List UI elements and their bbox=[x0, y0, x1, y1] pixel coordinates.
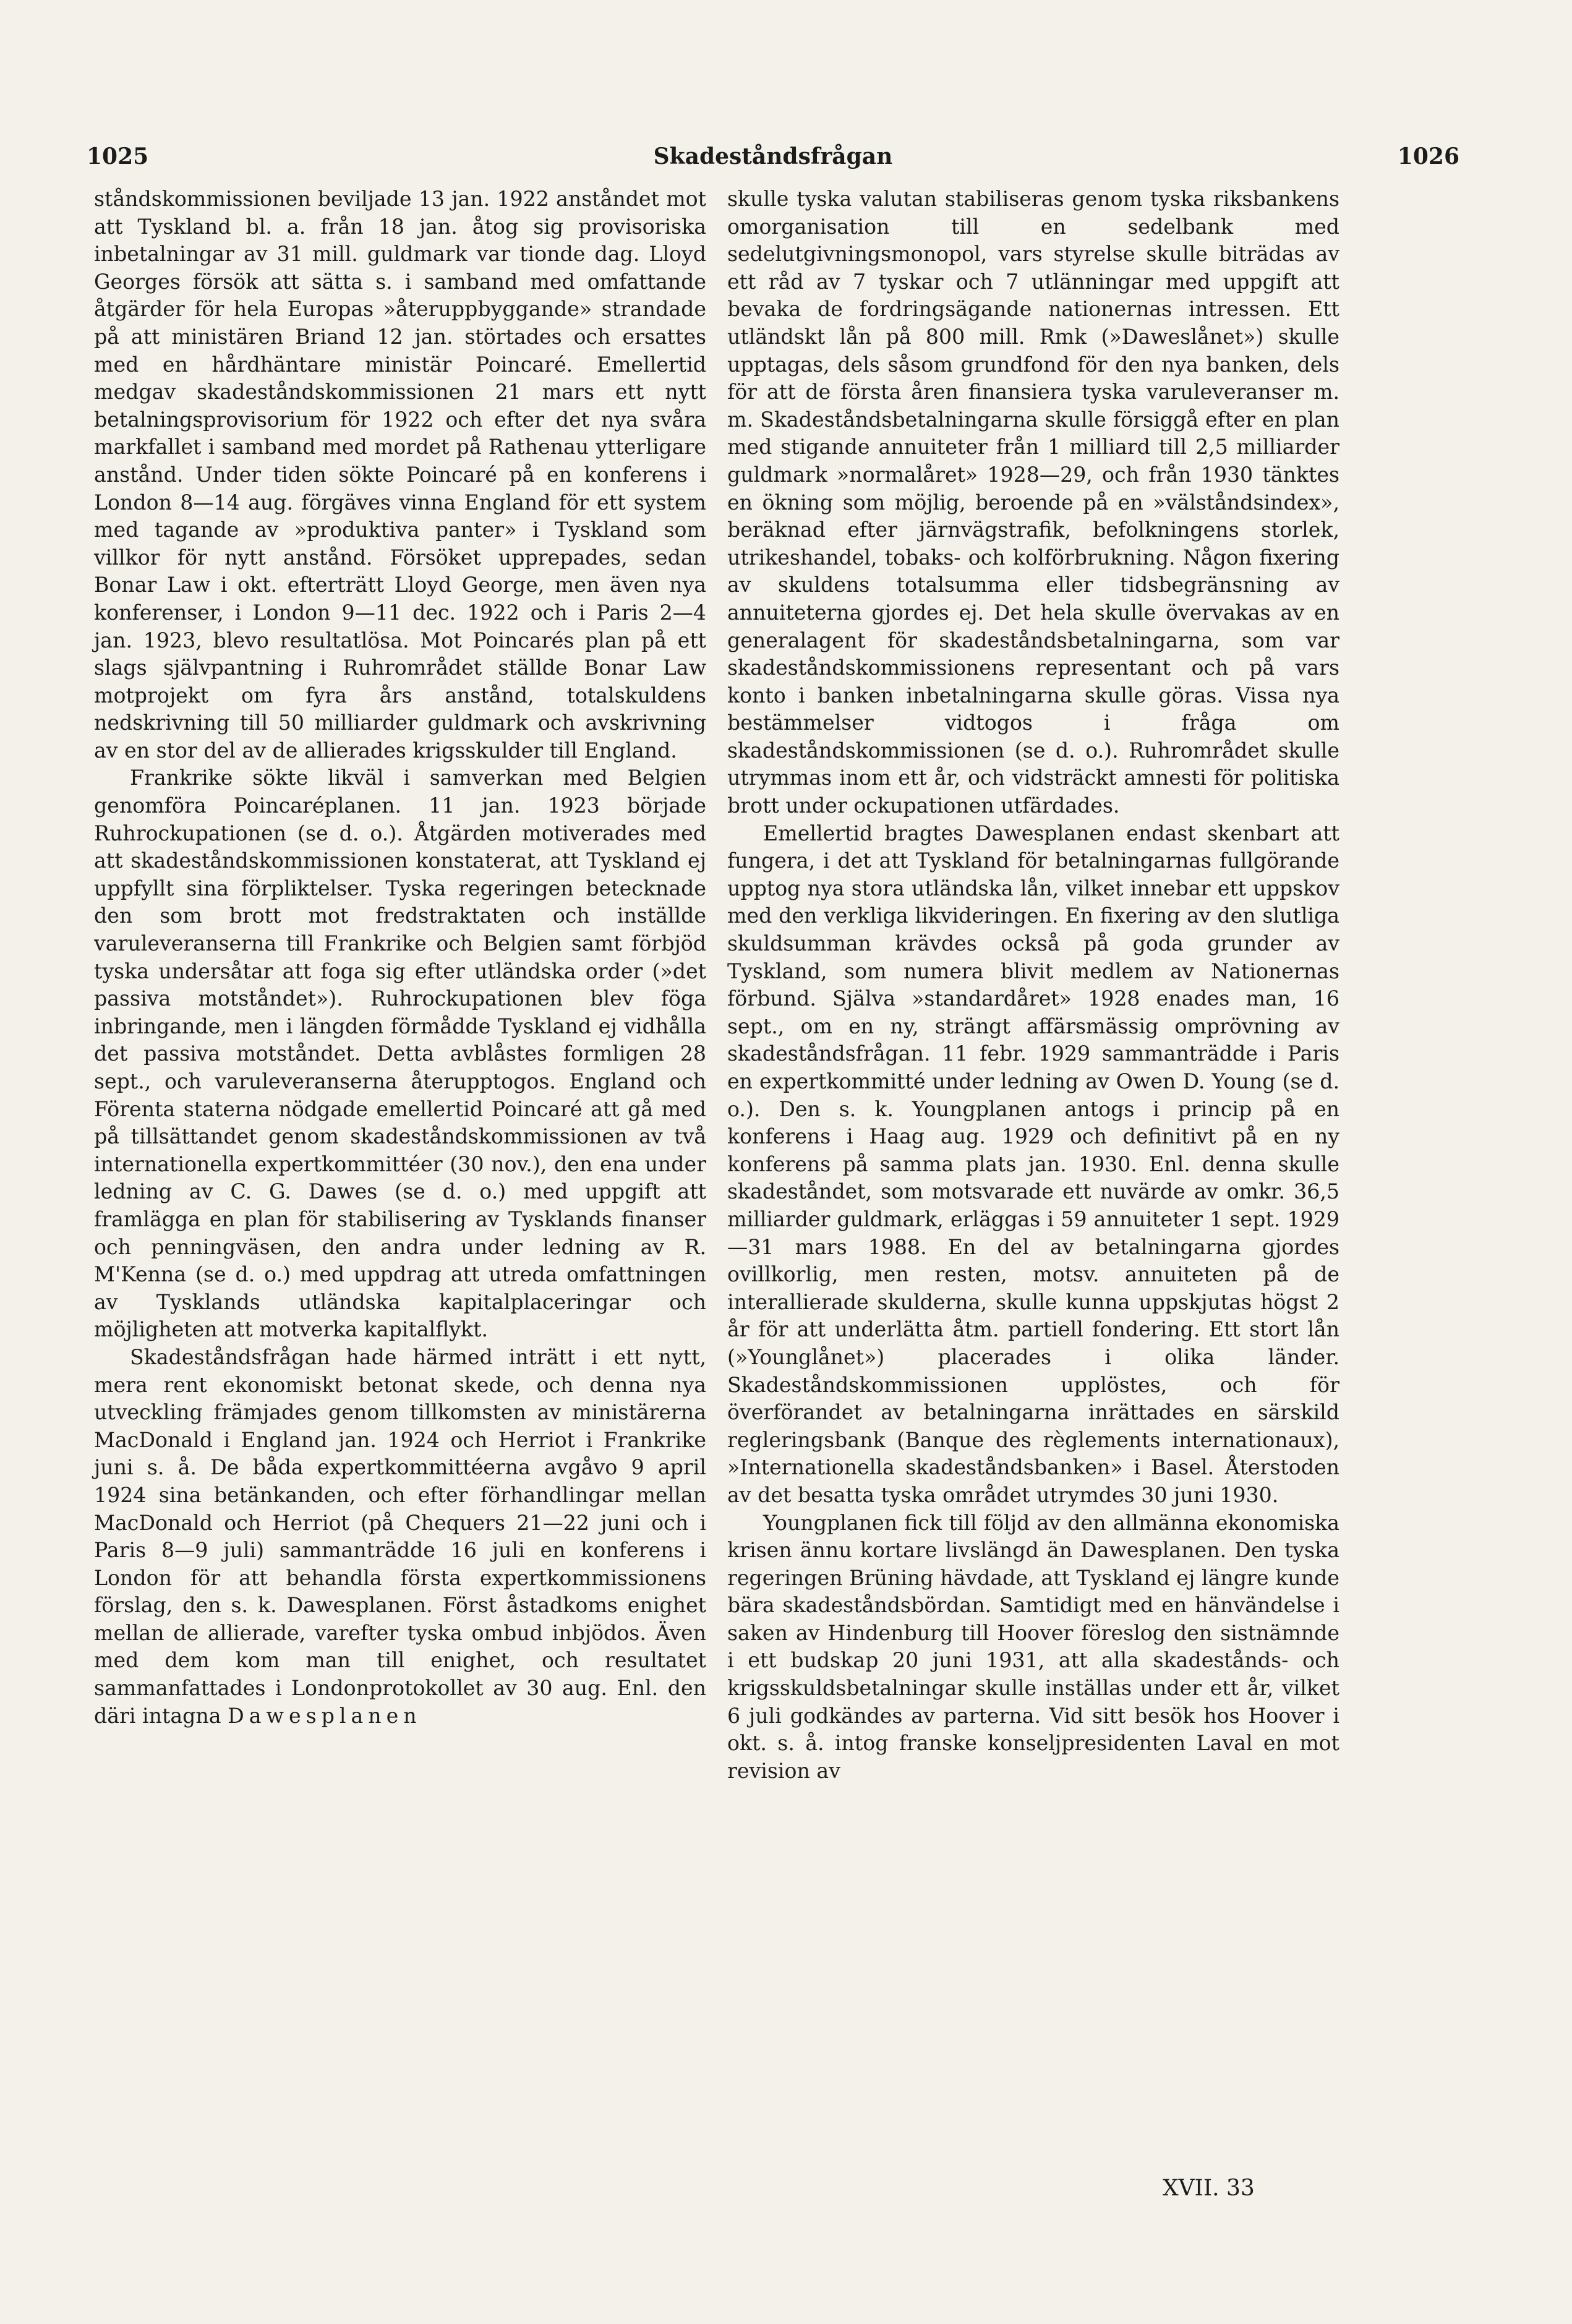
right-column bbox=[727, 186, 1339, 2226]
paragraph bbox=[94, 1344, 706, 1730]
paragraph: skulle tyska valutan stabiliseras genom tyska riksbankens omorganisation till en sedelbank med sedelutgivningsmonopol, vars styrelse skulle biträdas av ett råd av 7 tyskar och 7 utlänningar med uppgift att bevaka de fordringsägande nationernas intressen. Ett utländskt lån på 800 mill. Rmk (»Daweslånet») skulle upptagas, dels såsom grundfond för den nya banken, dels för att de första åren finansiera tyska varuleveranser m. m. Skadeståndsbetalningarna skulle försiggå efter en plan med stigande annuiteter från 1 milliard till 2,5 milliarder guldmark »normalåret» 1928—29, och från 1930 tänktes en ökning som möjlig, beroende på en »välståndsindex», beräknad efter järnvägstrafik, befolkningens storlek, utrikeshandel, tobaks- och kolförbrukning. Någon fixering av skuldens totalsumma eller tidsbegränsning av annuiteterna gjordes ej. Det hela skulle övervakas av en generalagent för skadeståndsbetalningarna, som var skadeståndskommissionens representant och på vars konto i banken inbetalningarna skulle göras. Vissa nya bestämmelser vidtogos i fråga om skadeståndskommissionen (se d. o.). Ruhrområdet skulle utrymmas inom ett år, och vidsträckt amnesti för politiska brott under ockupationen utfärdades. bbox=[727, 187, 1339, 818]
paragraph: Frankrike sökte likväl i samverkan med Belgien genomföra Poincaréplanen. 11 jan. 1923 började Ruhrockupationen (se d. o.). Åtgärden motiverades med att skadeståndskommissionen konstaterat, att Tyskland ej uppfyllt sina förpliktelser. Tyska regeringen betecknade den som brott mot fredstraktaten och inställde varuleveranserna till Frankrike och Belgien samt förbjöd tyska undersåtar att foga sig efter utländska order (»det passiva motståndet»). Ruhrockupationen blev föga inbringande, men i längden förmådde Tyskland ej vidhålla det passiva motståndet. Detta avblåstes formligen 28 sept., och varuleveranserna återupptogos. England och Förenta staterna nödgade emellertid Poincaré att gå med på tillsättandet genom skadeståndskommissionen av två internationella expertkommittéer (30 nov.), den ena under ledning av C. G. Dawes (se d. o.) med uppgift att framlägga en plan för stabilisering av Tysklands finanser och penningväsen, den andra under ledning av R. M'Kenna (se d. o.) med uppdrag att utreda omfattningen av Tysklands utländska kapitalplaceringar och möjligheten att motverka kapitalflykt. bbox=[94, 766, 706, 1342]
page-header bbox=[87, 143, 1459, 181]
signature-mark: XVII. 33 bbox=[1163, 2176, 1255, 2201]
paragraph: Emellertid bragtes Dawesplanen endast skenbart att fungera, i det att Tyskland för betalningarnas fullgörande upptog nya stora utländska lån, vilket innebar ett uppskov med den verkliga likvideringen. En fixering av den slutliga skuldsumman krävdes också på goda grunder av Tyskland, som numera blivit medlem av Nationernas förbund. Själva »standardåret» 1928 enades man, 16 sept., om en ny, strängt affärsmässig omprövning av skadeståndsfrågan. 11 febr. 1929 sammanträdde i Paris en expertkommitté under ledning av Owen D. Young (se d. o.). Den s. k. Youngplanen antogs i princip på en konferens i Haag aug. 1929 och definitivt på en ny konferens på samma plats jan. 1930. Enl. denna skulle skadeståndet, som motsvarade ett nuvärde av omkr. 36,5 milliarder guldmark, erläggas i 59 annuiteter 1 sept. 1929—31 mars 1988. En del av betalningarna gjordes ovillkorlig, men resten, motsv. annuiteten på de interallierade skulderna, skulle kunna uppskjutas högst 2 år för att underlätta åtm. partiell fondering. Ett stort lån (»Younglånet») placerades i olika länder. Skadeståndskommissionen upplöstes, och för överförandet av betalningarna inrättades en särskild regleringsbank (Banque des règlements internationaux), »Internationella skadeståndsbanken» i Basel. Återstoden av det besatta tyska området utrymdes 30 juni 1930. bbox=[727, 821, 1339, 1507]
running-title: Skadeståndsfrågan bbox=[653, 143, 893, 169]
page-number-right: 1026 bbox=[1397, 143, 1459, 169]
left-column bbox=[94, 186, 706, 2226]
emphasized-term: Dawesplanen bbox=[228, 1703, 422, 1728]
paragraph-text: Skadeståndsfrågan hade härmed inträtt i ett nytt, mera rent ekonomiskt betonat skede, och denna nya utveckling främjades genom tillkomsten av ministärerna MacDonald i England jan. 1924 och Herriot i Frankrike juni s. å. De båda expertkommittéerna avgåvo 9 april 1924 sina betänkanden, och efter förhandlingar mellan MacDonald och Herriot (på Chequers 21—22 juni och i Paris 8—9 juli) sammanträdde 16 juli en konferens i London för att behandla första expertkommissionens förslag, den s. k. Dawesplanen. Först åstadkoms enighet mellan de allierade, varefter tyska ombud inbjödos. Även med dem kom man till enighet, och resultatet sammanfattades i Londonprotokollet av 30 aug. Enl. den däri intagna bbox=[94, 1344, 706, 1728]
page-number-left: 1025 bbox=[87, 143, 149, 169]
paragraph: ståndskommissionen beviljade 13 jan. 1922 anståndet mot att Tyskland bl. a. från 18 jan. åtog sig provisoriska inbetalningar av 31 mill. guldmark var tionde dag. Lloyd Georges försök att sätta s. i samband med omfattande åtgärder för hela Europas »återuppbyggande» strandade på att ministären Briand 12 jan. störtades och ersattes med en hårdhäntare ministär Poincaré. Emellertid medgav skadeståndskommissionen 21 mars ett nytt betalningsprovisorium för 1922 och efter det nya svåra markfallet i samband med mordet på Rathenau ytterligare anstånd. Under tiden sökte Poincaré på en konferens i London 8—14 aug. förgäves vinna England för ett system med tagande av »produktiva panter» i Tyskland som villkor för nytt anstånd. Försöket upprepades, sedan Bonar Law i okt. efterträtt Lloyd George, men även nya konferenser, i London 9—11 dec. 1922 och i Paris 2—4 jan. 1923, blevo resultatlösa. Mot Poincarés plan på ett slags självpantning i Ruhrområdet ställde Bonar Law motprojekt om fyra års anstånd, totalskuldens nedskrivning till 50 milliarder guldmark och avskrivning av en stor del av de allierades krigsskulder till England. bbox=[94, 187, 706, 763]
paragraph: Youngplanen fick till följd av den allmänna ekonomiska krisen ännu kortare livslängd än Dawesplanen. Den tyska regeringen Brüning hävdade, att Tyskland ej längre kunde bära skadeståndsbördan. Samtidigt med en hänvändelse i saken av Hindenburg till Hoover föreslog den sistnämnde i ett budskap 20 juni 1931, att alla skadestånds- och krigsskuldsbetalningar skulle inställas under ett år, vilket 6 juli godkändes av parterna. Vid sitt besök hos Hoover i okt. s. å. intog franske konseljpresidenten Laval en mot revision av bbox=[727, 1510, 1339, 1783]
